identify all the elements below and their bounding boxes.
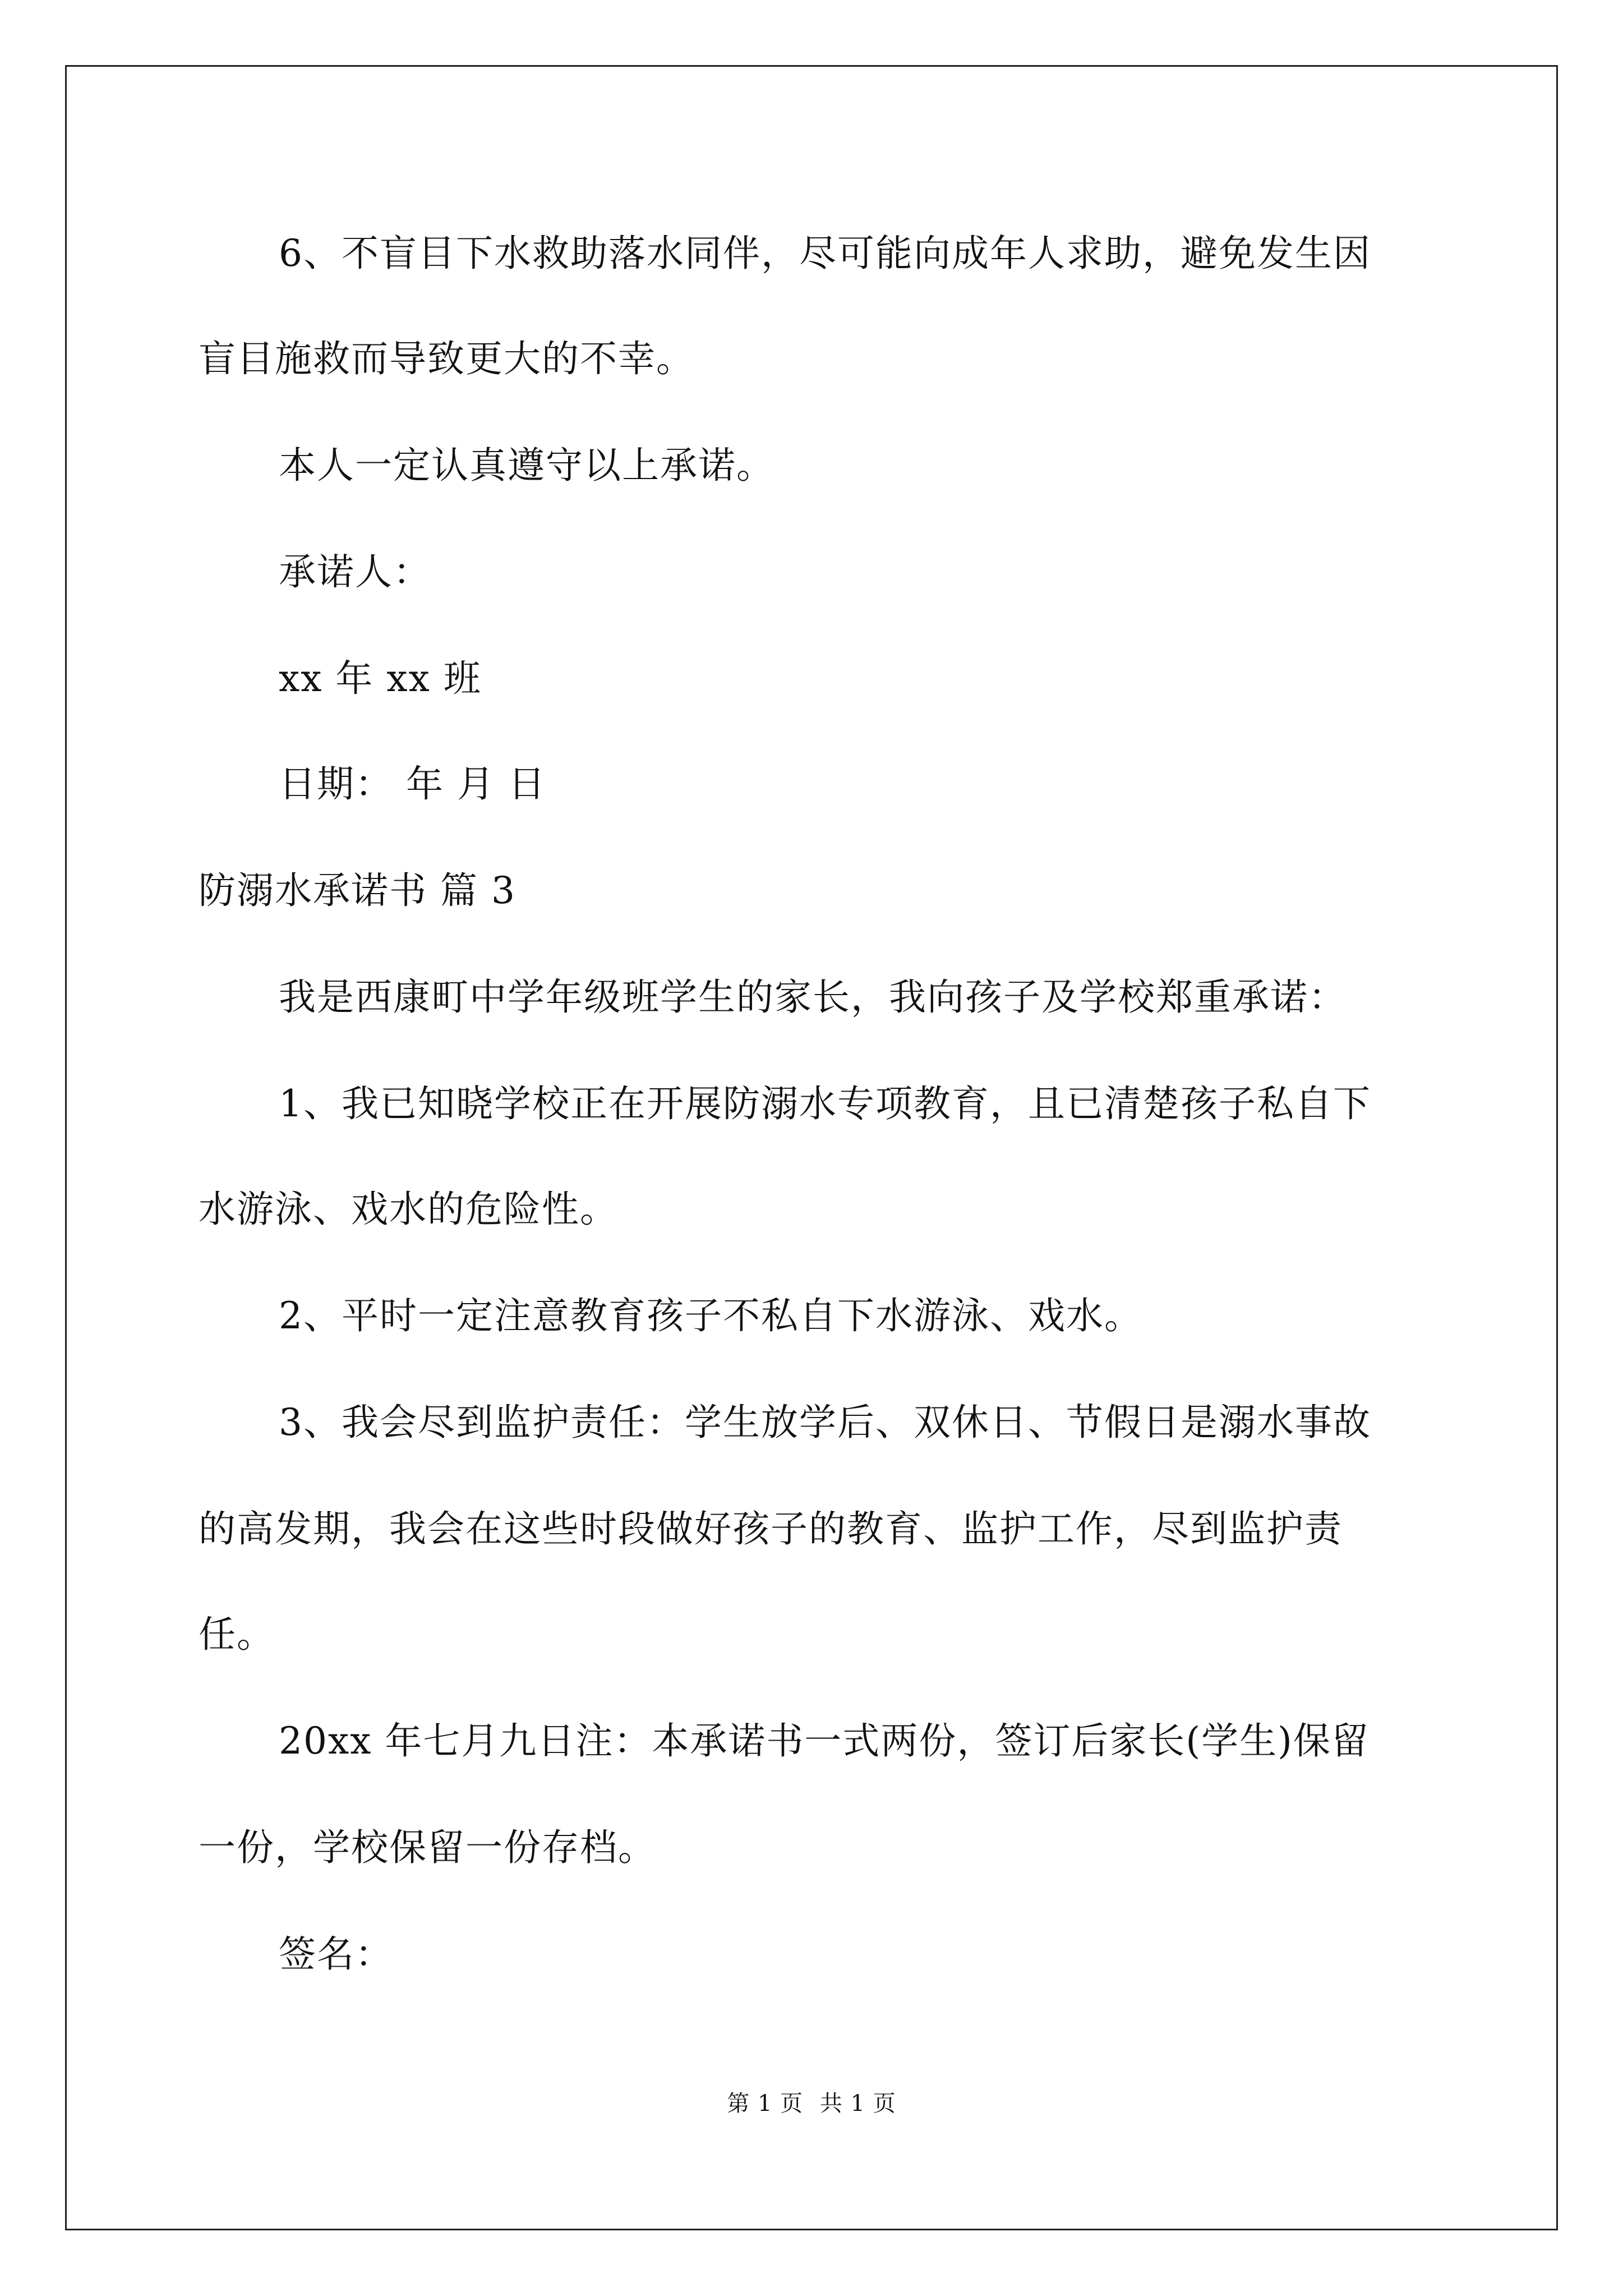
paragraph-line: 日期： 年 月 日 [279, 762, 546, 806]
paragraph-line: 1、我已知晓学校正在开展防溺水专项教育，且已清楚孩子私自下 [279, 1082, 1371, 1125]
page-footer [0, 2090, 1623, 2118]
page-number: 第 1 页 [727, 2091, 804, 2116]
paragraph-line: 的高发期，我会在这些时段做好孩子的教育、监护工作，尽到监护责 [199, 1507, 1343, 1550]
page-border [65, 65, 1558, 2230]
section-heading: 防溺水承诺书 篇 3 [199, 869, 516, 912]
paragraph-line: 3、我会尽到监护责任：学生放学后、双休日、节假日是溺水事故 [279, 1401, 1371, 1444]
signature-label: 签名： [279, 1932, 393, 1976]
paragraph-line: 一份，学校保留一份存档。 [199, 1826, 656, 1869]
paragraph-line: 水游泳、戏水的危险性。 [199, 1188, 618, 1231]
page-total: 共 1 页 [819, 2091, 896, 2116]
paragraph-line: 本人一定认真遵守以上承诺。 [279, 444, 774, 487]
paragraph-line: 承诺人： [279, 550, 431, 593]
paragraph-line: xx 年 xx 班 [279, 657, 482, 700]
paragraph-line: 盲目施救而导致更大的不幸。 [199, 337, 694, 380]
paragraph-line: 20xx 年七月九日注：本承诺书一式两份，签订后家长(学生)保留 [279, 1719, 1370, 1763]
paragraph-line: 任。 [199, 1613, 275, 1656]
paragraph-line: 2、平时一定注意教育孩子不私自下水游泳、戏水。 [279, 1294, 1142, 1337]
paragraph-line: 6、不盲目下水救助落水同伴，尽可能向成年人求助，避免发生因 [279, 232, 1371, 275]
paragraph-line: 我是西康町中学年级班学生的家长，我向孩子及学校郑重承诺： [279, 976, 1347, 1019]
